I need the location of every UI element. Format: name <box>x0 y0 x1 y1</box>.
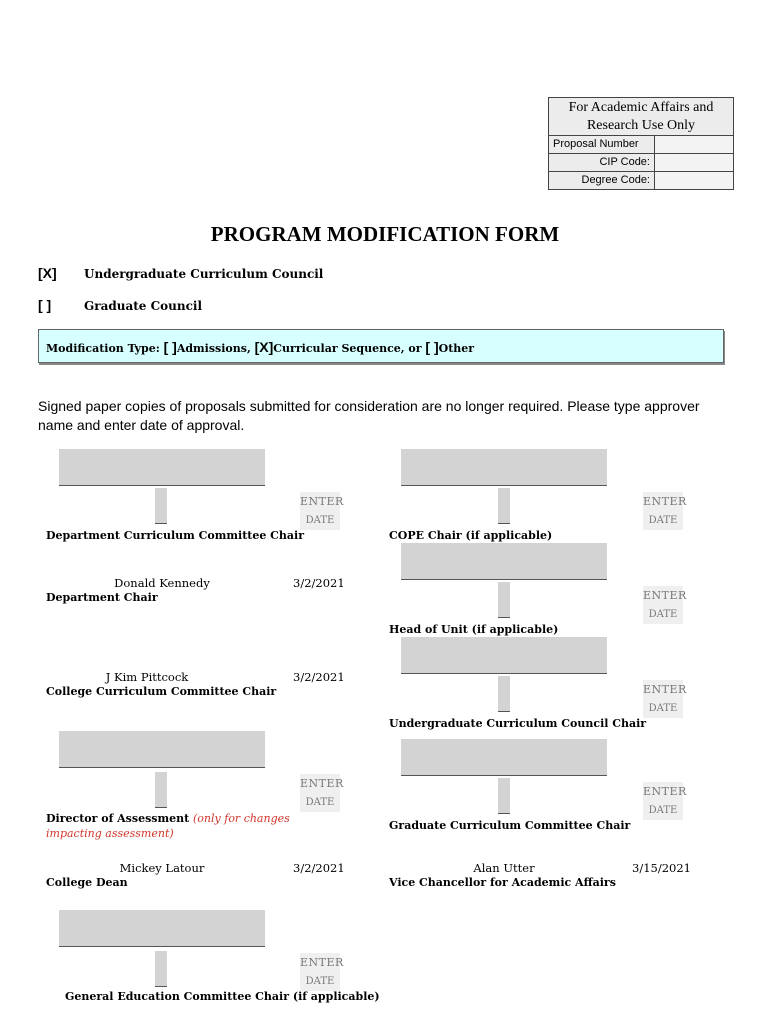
modification-type-box <box>38 329 724 363</box>
ucc-checkbox[interactable]: [X] <box>38 265 57 281</box>
curricular-sequence-label: Curricular Sequence, or <box>273 342 422 355</box>
college-dean-role: College Dean <box>46 876 128 889</box>
dept-chair-date[interactable]: 3/2/2021 <box>293 576 345 590</box>
college-curriculum-chair-name[interactable]: J Kim Pittcock <box>105 670 189 684</box>
intro-text: Signed paper copies of proposals submitted for consideration are no longer required. Please type approver name and enter date of approval. <box>38 398 700 433</box>
college-dean-date[interactable]: 3/2/2021 <box>293 861 345 875</box>
other-label: Other <box>438 342 475 355</box>
admissions-label: Admissions, <box>176 342 251 355</box>
dept-chair-name[interactable]: Donald Kennedy <box>114 576 210 590</box>
dept-curriculum-chair-sig-marker[interactable] <box>155 488 167 524</box>
director-assessment-role: Director of Assessment (only for changes impacting assessment) <box>46 812 290 840</box>
vice-chancellor-name[interactable]: Alan Utter <box>473 861 535 875</box>
cope-chair-date-field[interactable]: ENTER DATE <box>643 492 683 530</box>
form-title: PROGRAM MODIFICATION FORM <box>210 222 560 246</box>
head-of-unit-name-field[interactable] <box>401 543 607 580</box>
dept-curriculum-chair-date-field[interactable]: ENTER DATE <box>300 492 340 530</box>
proposal-number-row <box>549 136 733 154</box>
cope-chair-name-field[interactable] <box>401 449 607 486</box>
gen-ed-chair-sig-marker[interactable] <box>155 951 167 987</box>
grad-curriculum-chair-role: Graduate Curriculum Committee Chair <box>389 819 631 832</box>
director-assessment-date-field[interactable]: ENTER DATE <box>300 774 340 812</box>
gen-ed-chair-date-field[interactable]: ENTER DATE <box>300 953 340 991</box>
cip-code-row <box>549 154 733 172</box>
cope-chair-role: COPE Chair (if applicable) <box>389 529 553 542</box>
gen-ed-chair-role: General Education Committee Chair (if applicable) <box>65 990 380 1003</box>
college-curriculum-chair-date[interactable]: 3/2/2021 <box>293 670 345 684</box>
head-of-unit-sig-marker[interactable] <box>498 582 510 618</box>
head-of-unit-date-field[interactable]: ENTER DATE <box>643 586 683 624</box>
director-assessment-name-field[interactable] <box>59 731 265 768</box>
proposal-number-label: Proposal Number <box>549 136 655 153</box>
cip-code-field[interactable] <box>655 154 733 171</box>
ucc-label: Undergraduate Curriculum Council <box>84 267 324 281</box>
ucc-chair-date-field[interactable]: ENTER DATE <box>643 680 683 718</box>
cip-code-label: CIP Code: <box>549 154 655 171</box>
dept-curriculum-chair-role: Department Curriculum Committee Chair <box>46 529 305 542</box>
degree-code-row <box>549 172 733 189</box>
vice-chancellor-date[interactable]: 3/15/2021 <box>632 861 691 875</box>
vice-chancellor-role: Vice Chancellor for Academic Affairs <box>389 876 616 889</box>
director-assessment-note: (only for changes impacting assessment) <box>46 812 290 840</box>
grad-curriculum-chair-name-field[interactable] <box>401 739 607 776</box>
gen-ed-chair-name-field[interactable] <box>59 910 265 947</box>
graduate-council-checkbox[interactable]: [ ] <box>38 297 52 313</box>
academic-affairs-box <box>548 97 734 190</box>
cope-chair-sig-marker[interactable] <box>498 488 510 524</box>
degree-code-field[interactable] <box>655 172 733 189</box>
ucc-chair-sig-marker[interactable] <box>498 676 510 712</box>
curricular-sequence-checkbox[interactable]: [X] <box>254 339 274 355</box>
other-checkbox[interactable]: [ ] <box>425 339 439 355</box>
head-of-unit-role: Head of Unit (if applicable) <box>389 623 559 636</box>
proposal-number-field[interactable] <box>655 136 733 153</box>
modification-type-label: Modification Type: <box>46 342 160 355</box>
grad-curriculum-chair-date-field[interactable]: ENTER DATE <box>643 782 683 820</box>
ucc-chair-role: Undergraduate Curriculum Council Chair <box>389 717 647 730</box>
dept-chair-role: Department Chair <box>46 591 158 604</box>
director-assessment-sig-marker[interactable] <box>155 772 167 808</box>
admissions-checkbox[interactable]: [ ] <box>163 339 177 355</box>
college-curriculum-chair-role: College Curriculum Committee Chair <box>46 685 277 698</box>
degree-code-label: Degree Code: <box>549 172 655 189</box>
graduate-council-label: Graduate Council <box>84 299 203 313</box>
ucc-chair-name-field[interactable] <box>401 637 607 674</box>
grad-curriculum-chair-sig-marker[interactable] <box>498 778 510 814</box>
dept-curriculum-chair-name-field[interactable] <box>59 449 265 486</box>
college-dean-name[interactable]: Mickey Latour <box>119 861 205 875</box>
admin-box-header: For Academic Affairs and Research Use Only <box>549 98 733 136</box>
